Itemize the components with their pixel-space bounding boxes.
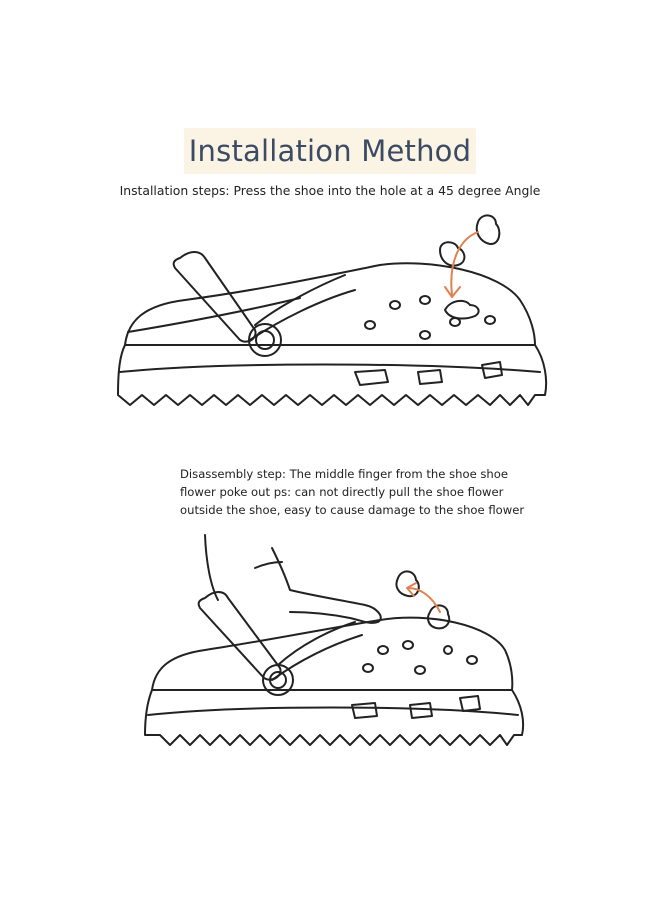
disassembly-line: outside the shoe, easy to cause damage to the shoe flower [180, 503, 525, 517]
arrow-icon [407, 583, 440, 612]
disassembly-line: Disassembly step: The middle finger from the shoe shoe [180, 467, 509, 481]
disassembly-line: flower poke out ps: can not directly pull the shoe flower [180, 485, 504, 499]
page-title: Installation Method [188, 134, 472, 168]
installation-steps-text: Installation steps: Press the shoe into the hole at a 45 degree Angle [119, 183, 541, 198]
